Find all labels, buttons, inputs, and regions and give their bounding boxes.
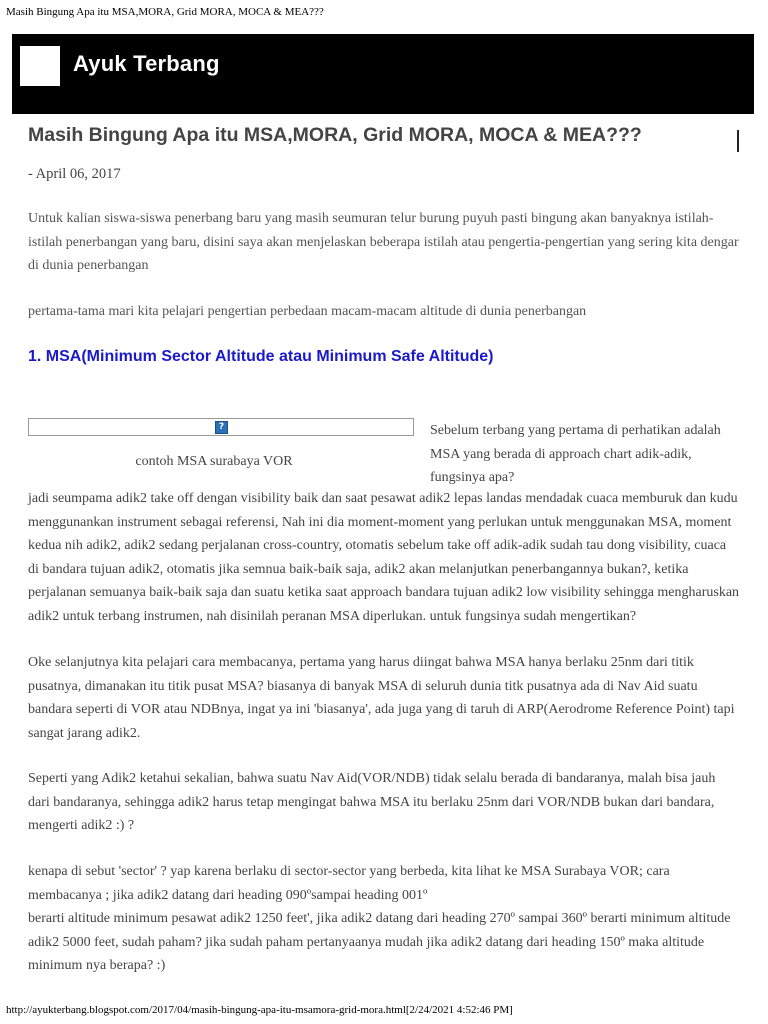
blog-header <box>12 34 754 114</box>
paragraph-2: Oke selanjutnya kita pelajari cara membacanya, pertama yang harus diingat bahwa MSA hanya berlaku 25nm dari titik pusatnya, dimanakan itu titik pusat MSA? biasanya di banyak MSA di seluruh dunia titk pusatnya ada di Nav Aid suatu bandara seperti di VOR atau NDBnya, ingat ya ini 'biasanya', ada juga yang di taruh di ARP(Aerodrome Reference Point) tapi sangat jarang adik2. <box>28 655 735 741</box>
print-header: Masih Bingung Apa itu MSA,MORA, Grid MORA, MOCA & MEA??? <box>6 6 324 18</box>
lead-paragraph: pertama-tama mari kita pelajari pengertian perbedaan macam-macam altitude di dunia penerbangan <box>28 304 587 319</box>
paragraph-1: jadi seumpama adik2 take off dengan visibility baik dan saat pesawat adik2 lepas landas mendadak cuaca memburuk dan kudu menggunankan instrument sebagai referensi, Nah ini dia moment-moment yang perlukan untuk menggunakan MSA, moment kedua nih adik2, adik2 sedang perjalanan cross-country, otomatis sebelum take off adik-adik sudah tau dong visibility, cuaca di bandara tujuan adik2, otomatis jika semnua baik-baik saja, adik2 akan melanjutkan penerbangannya bukan?, ketika perjalanan semuanya baik-baik saja dan suatu ketika saat approach bandara tujuan adik2 low visibility sehingga mengharuskan adik2 untuk terbang instrumen, nah disinilah peranan MSA diperlukan. untuk fungsinya sudah mengertikan? <box>28 491 740 624</box>
image-caption: contoh MSA surabaya VOR <box>135 454 293 469</box>
paragraph-3: Seperti yang Adik2 ketahui sekalian, bahwa suatu Nav Aid(VOR/NDB) tidak selalu berada di bandaranya, malah bisa jauh dari bandaranya, sehingga adik2 harus tetap mengingat bahwa MSA itu berlaku 25nm dari VOR/NDB bukan dari bandara, mengerti adik2 :) ? <box>28 771 716 833</box>
paragraph-4-line2: berarti altitude minimum pesawat adik2 1250 feet', jika adik2 datang dari heading 270º sampai 360º berarti minimum altitude adik2 5000 feet, sudah paham? jika sudah paham pertanyaanya mudah jika adik2 datang dari heading 150º maka altitude minimum nya berapa? :) <box>28 911 731 973</box>
broken-image-icon: ? <box>215 421 228 434</box>
blog-title[interactable]: Ayuk Terbang <box>73 51 220 76</box>
paragraph-4-line1: kenapa di sebut 'sector' ? yap karena berlaku di sector-sector yang berbeda, kita lihat ke MSA Surabaya VOR; cara membacanya ; jika adik2 datang dari heading 090ºsampai heading 001º <box>28 864 670 903</box>
print-footer-url: http://ayukterbang.blogspot.com/2017/04/masih-bingung-apa-itu-msamora-grid-mora.html[2/24/2021 4:52:46 PM] <box>6 1004 513 1016</box>
msa-chart-image[interactable] <box>28 418 414 436</box>
blog-logo[interactable] <box>20 46 60 86</box>
intro-paragraph: Untuk kalian siswa-siswa penerbang baru yang masih seumuran telur burung puyuh pasti bingung akan banyaknya istilah-istilah penerbangan yang baru, disini saya akan menjelaskan beberapa istilah atau pengertia-pengertian yang sering kita dengar di dunia penerbangan <box>28 211 739 273</box>
post-title: Masih Bingung Apa itu MSA,MORA, Grid MORA, MOCA & MEA??? <box>28 124 642 146</box>
text-cursor <box>737 130 739 152</box>
post-date[interactable]: - April 06, 2017 <box>28 166 121 182</box>
section-heading-msa: 1. MSA(Minimum Sector Altitude atau Minimum Safe Altitude) <box>28 348 494 365</box>
float-paragraph: Sebelum terbang yang pertama di perhatikan adalah MSA yang berada di approach chart adik-adik, fungsinya apa? <box>430 423 721 485</box>
